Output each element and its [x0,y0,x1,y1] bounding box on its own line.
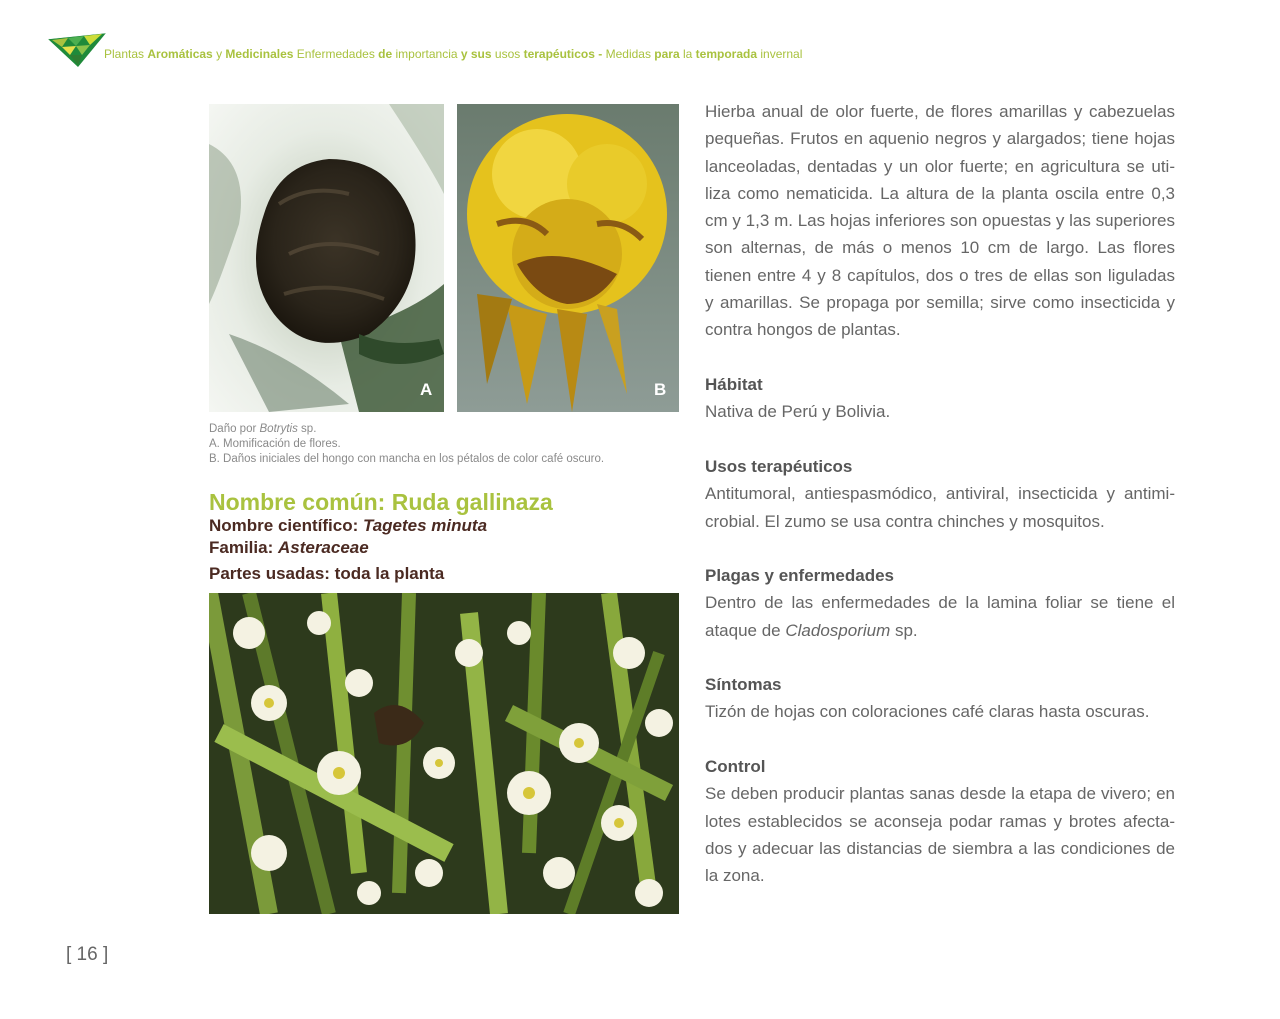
text-line: contra hongos de plantas. [705,320,901,340]
header-segment: temporada [695,47,758,61]
header-segment: para [654,47,680,61]
photo-a-mummified-flower [209,104,444,412]
header-segment: la [679,47,696,61]
running-header [104,47,802,61]
text-line: pequeñas. Frutos en aquenio negros y alargados; tiene hojas [705,129,1175,149]
photo-a-label: A [420,380,433,399]
text-line: Nativa de Perú y Bolivia. [705,402,891,422]
section-habitat [705,371,1175,426]
header-segment: Medidas [602,47,655,61]
text-line: crobial. El zumo se usa contra chinches y mosquitos. [705,511,1105,531]
text-line: la zona. [705,866,765,886]
common-name-heading: Nombre común: Ruda gallinaza [209,489,553,515]
plagas-line-2: ataque de Cladosporium sp. [705,620,918,640]
header-segment: Plantas [104,47,148,61]
text-line: lotes establecidos se aconseja podar ramas y brotes afecta- [705,811,1175,831]
section-control [705,753,1175,889]
header-segment: terapéuticos - [523,47,603,61]
header-segment: Enfermedades [293,47,379,61]
photo-caption [209,422,604,467]
description-text [705,98,1175,344]
header-segment: importancia [392,47,461,61]
text-line: Antitumoral, antiespasmódico, antiviral, insecticida y antimi- [705,484,1175,504]
description-block [705,98,1175,344]
header-segment: y [212,47,226,61]
plagas-text [705,589,1175,644]
plagas-title: Plagas y enfermedades [705,566,894,585]
scientific-name: Nombre científico: Tagetes minuta [209,516,488,535]
section-plagas [705,562,1175,644]
text-line: tienen entre 4 y 8 capítulos, dos o tres de ellas son liguladas [705,265,1175,285]
photo-b-label: B [654,380,667,399]
section-usos [705,453,1175,535]
text-line: liza como nematicida. La altura de la planta oscila entre 0,3 [705,183,1175,203]
caption-line-3: B. Daños iniciales del hongo con mancha en los pétalos de color café oscuro. [209,453,605,465]
header-segment: invernal [757,47,803,61]
header-segment: Aromáticas [147,47,213,61]
text-line: dos y adecuar las distancias de siembra a las condiciones de [705,838,1175,858]
header-segment: usos [491,47,524,61]
sintomas-title: Síntomas [705,675,782,694]
control-title: Control [705,757,766,776]
control-text [705,780,1175,889]
habitat-title: Hábitat [705,375,763,394]
family-name: Familia: Asteraceae [209,538,369,557]
photo-ruda-gallinaza [209,593,679,914]
usos-text [705,480,1175,535]
text-line: y amarillas. Se propaga por semilla; sirve como insecticida y [705,293,1175,313]
header-segment: Medicinales [225,47,294,61]
text-line: son alternas, de más o menos 10 cm de largo. Las flores [705,238,1175,258]
header-segment: de [378,47,393,61]
page-number: [ 16 ] [66,944,109,965]
parts-used: Partes usadas: toda la planta [209,564,445,583]
sintomas-text [705,698,1175,725]
usos-title: Usos terapéuticos [705,457,853,476]
text-line: lanceoladas, dentadas y un olor fuerte; en agricultura se uti- [705,156,1175,176]
section-sintomas [705,671,1175,726]
text-line: Tizón de hojas con coloraciones café claras hasta oscuras. [705,702,1150,722]
caption-line-1: Daño por Botrytis sp. [209,423,317,435]
text-line: Se deben producir plantas sanas desde la etapa de vivero; en [705,784,1175,804]
plagas-line-1: Dentro de las enfermedades de la lamina foliar se tiene el [705,593,1175,613]
header-segment: y sus [460,47,492,61]
publisher-logo [48,31,106,69]
caption-line-2: A. Momificación de flores. [209,438,341,450]
photo-b-damaged-flower [457,104,679,412]
habitat-text [705,398,1175,425]
text-line: cm y 1,3 m. Las hojas inferiores son opuestas y las superiores [705,211,1175,231]
text-line: Hierba anual de olor fuerte, de flores amarillas y cabezuelas [705,102,1175,121]
